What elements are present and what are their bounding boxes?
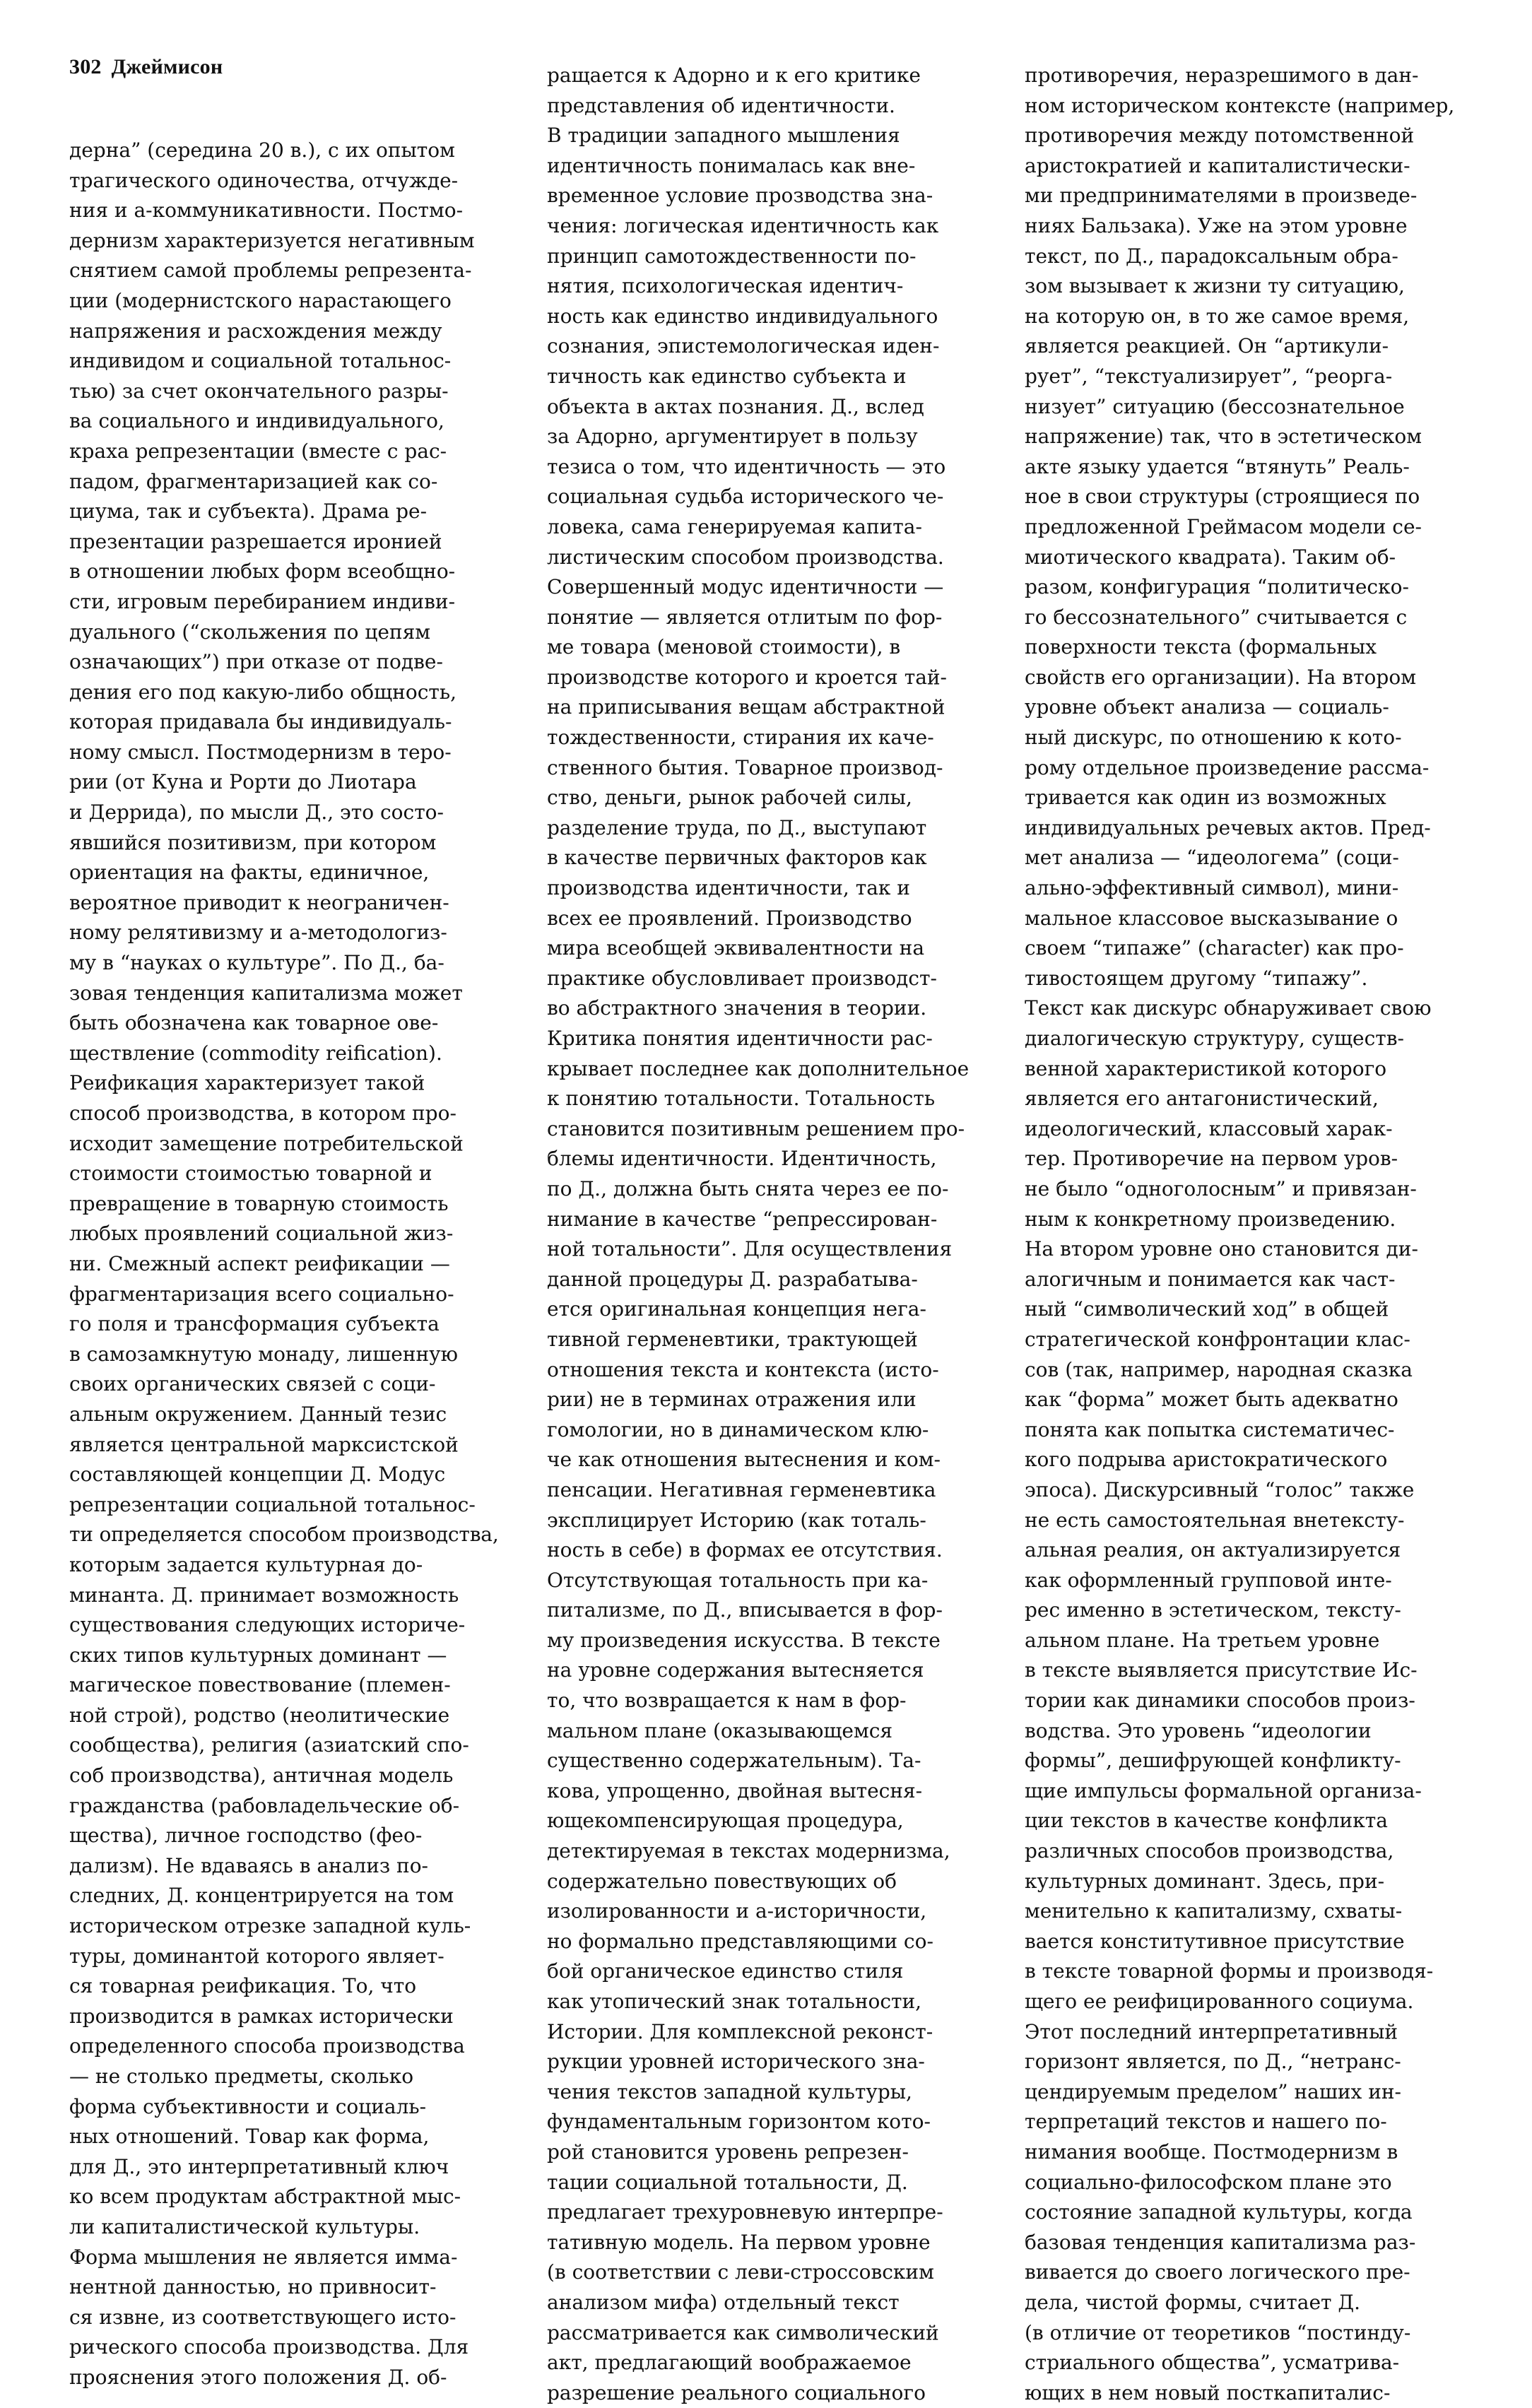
text-line: любых проявлений социальной жиз- bbox=[69, 1222, 454, 1246]
text-line: напряжение) так, что в эстетическом bbox=[1025, 425, 1422, 449]
text-line: быть обозначена как товарное ове- bbox=[69, 1011, 439, 1035]
text-line: фрагментаризация всего социально- bbox=[69, 1282, 454, 1306]
text-line: детектируемая в текстах модернизма, bbox=[547, 1839, 950, 1863]
text-line: Отсутствующая тотальность при ка- bbox=[547, 1568, 929, 1592]
text-line: временное условие прозводства зна- bbox=[547, 184, 933, 208]
text-line: ственного бытия. Товарное производ- bbox=[547, 755, 943, 779]
text-line: рассматривается как символический bbox=[547, 2320, 939, 2344]
text-line: чения текстов западной культуры, bbox=[547, 2079, 912, 2103]
text-line: ной строй), родство (неолитические bbox=[69, 1703, 450, 1727]
text-line: мира всеобщей эквивалентности на bbox=[547, 936, 925, 960]
text-line: индивидом и социальной тотальнос- bbox=[69, 349, 452, 373]
text-line: анализом мифа) отдельный текст bbox=[547, 2290, 900, 2314]
text-line: альная реалия, он актуализируется bbox=[1025, 1538, 1401, 1562]
text-line: венной характеристикой которого bbox=[1025, 1056, 1387, 1080]
text-line: дения его под какую-либо общность, bbox=[69, 680, 457, 704]
text-line: рии (от Куна и Рорти до Лиотара bbox=[69, 770, 417, 794]
text-line: ющекомпенсирующая процедура, bbox=[547, 1809, 904, 1833]
text-line: тью) за счет окончательного разры- bbox=[69, 379, 449, 403]
text-line: формы”, дешифрующей конфликту- bbox=[1025, 1749, 1401, 1773]
text-line: тождественности, стирания их каче- bbox=[547, 726, 934, 750]
text-line: является его антагонистический, bbox=[1025, 1087, 1379, 1111]
text-line: производится в рамках исторически bbox=[69, 2004, 454, 2028]
text-line: не было “одноголосным” и привязан- bbox=[1025, 1176, 1417, 1200]
text-line: которым задается культурная до- bbox=[69, 1552, 423, 1576]
text-line: ко всем продуктам абстрактной мыс- bbox=[69, 2185, 461, 2209]
text-line: ти определяется способом производства, bbox=[69, 1523, 499, 1547]
text-line: ное в свои структуры (строящиеся по bbox=[1025, 485, 1420, 509]
text-line: ной тотальности”. Для осуществления bbox=[547, 1237, 953, 1261]
text-line: Реификация характеризует такой bbox=[69, 1071, 425, 1095]
text-line: разрешение реального социального bbox=[547, 2380, 926, 2404]
text-line: принцип самотождественности по- bbox=[547, 244, 917, 268]
text-line: цендируемым пределом” наших ин- bbox=[1025, 2079, 1401, 2103]
text-line: стоимости стоимостью товарной и bbox=[69, 1162, 432, 1186]
text-line: рии) не в терминах отражения или bbox=[547, 1388, 917, 1412]
text-line: Форма мышления не является имма- bbox=[69, 2245, 458, 2269]
text-line: сознания, эпистемологическая иден- bbox=[547, 334, 940, 358]
text-line: базовая тенденция капитализма раз- bbox=[1025, 2230, 1416, 2254]
text-line: (в соответствии с леви-строссовским bbox=[547, 2260, 934, 2284]
text-line: ся товарная реификация. То, что bbox=[69, 1974, 417, 1998]
text-line: ни. Смежный аспект реификации — bbox=[69, 1251, 450, 1275]
text-line: Текст как дискурс обнаруживает свою bbox=[1025, 996, 1432, 1020]
text-line: которая придавала бы индивидуаль- bbox=[69, 710, 452, 734]
text-line: рому отдельное произведение рассма- bbox=[1025, 755, 1430, 779]
text-line: и Деррида), по мысли Д., это состо- bbox=[69, 801, 444, 825]
text-line: щие импульсы формальной организа- bbox=[1025, 1778, 1422, 1802]
text-line: ность в себе) в формах ее отсутствия. bbox=[547, 1538, 943, 1562]
text-line: (в отличие от теоретиков “постинду- bbox=[1025, 2320, 1411, 2344]
text-line: по Д., должна быть снята через ее по- bbox=[547, 1176, 949, 1200]
text-line: всех ее проявлений. Производство bbox=[547, 906, 912, 930]
text-line: поверхности текста (формальных bbox=[1025, 635, 1377, 659]
text-line: снятием самой проблемы репрезента- bbox=[69, 259, 472, 283]
text-line: че как отношения вытеснения и ком- bbox=[547, 1448, 941, 1472]
text-line: ществление (commodity reification). bbox=[69, 1041, 442, 1065]
text-line: противоречия между потомственной bbox=[1025, 124, 1415, 148]
text-line: ли капиталистической культуры. bbox=[69, 2214, 420, 2238]
text-line: алогичным и понимается как част- bbox=[1025, 1267, 1396, 1291]
text-line: различных способов производства, bbox=[1025, 1839, 1394, 1863]
text-line: ном историческом контексте (например, bbox=[1025, 93, 1454, 117]
text-line: понятие — является отлитым по фор- bbox=[547, 605, 943, 629]
text-line: магическое повествование (племен- bbox=[69, 1673, 451, 1697]
text-line: ся извне, из соответствующего исто- bbox=[69, 2305, 456, 2329]
text-line: падом, фрагментаризацией как со- bbox=[69, 469, 438, 493]
text-line: ным к конкретному произведению. bbox=[1025, 1207, 1396, 1231]
text-line: рукции уровней исторического зна- bbox=[547, 2050, 925, 2074]
text-line: дернизм характеризуется негативным bbox=[69, 228, 475, 252]
text-line: тезиса о том, что идентичность — это bbox=[547, 454, 946, 478]
text-line: за Адорно, аргументирует в пользу bbox=[547, 425, 918, 449]
text-line: ный “символический ход” в общей bbox=[1025, 1297, 1389, 1321]
text-line: Этот последний интерпретативный bbox=[1025, 2019, 1398, 2043]
text-line: идеологический, классовый харак- bbox=[1025, 1116, 1393, 1140]
text-line: следних, Д. концентрируется на том bbox=[69, 1884, 454, 1908]
text-column-right bbox=[1025, 61, 1454, 2408]
text-line: составляющей концепции Д. Модус bbox=[69, 1463, 446, 1487]
text-line: означающих”) при отказе от подве- bbox=[69, 650, 443, 674]
text-line: в тексте выявляется присутствие Ис- bbox=[1025, 1658, 1418, 1682]
text-line: туры, доминантой которого являет- bbox=[69, 1944, 444, 1968]
text-line: кова, упрощенно, двойная вытесня- bbox=[547, 1778, 923, 1802]
text-line: превращение в товарную стоимость bbox=[69, 1191, 449, 1215]
text-line: представления об идентичности. bbox=[547, 93, 895, 117]
text-line: индивидуальных речевых актов. Пред- bbox=[1025, 815, 1431, 839]
text-line: социально-философском плане это bbox=[1025, 2170, 1392, 2194]
text-line: дализм). Не вдаваясь в анализ по- bbox=[69, 1853, 429, 1877]
text-line: существования следующих историче- bbox=[69, 1613, 466, 1637]
text-line: краха репрезентации (вместе с рас- bbox=[69, 439, 447, 463]
text-line: тативную модель. На первом уровне bbox=[547, 2230, 931, 2254]
text-column-left bbox=[69, 136, 499, 2393]
text-line: стратегической конфронтации клас- bbox=[1025, 1327, 1410, 1351]
text-line: минанта. Д. принимает возможность bbox=[69, 1583, 459, 1607]
text-line: как оформленный групповой инте- bbox=[1025, 1568, 1392, 1592]
text-line: Критика понятия идентичности рас- bbox=[547, 1027, 933, 1050]
text-line: форма субъективности и социаль- bbox=[69, 2094, 427, 2118]
text-line: ально-эффективный символ), мини- bbox=[1025, 876, 1399, 900]
text-line: бой органическое единство стиля bbox=[547, 1959, 904, 1983]
text-line: ва социального и индивидуального, bbox=[69, 409, 444, 433]
text-line: мет анализа — “идеологема” (соци- bbox=[1025, 846, 1399, 870]
text-line: гражданства (рабовладельческие об- bbox=[69, 1793, 460, 1817]
text-line: ции текстов в качестве конфликта bbox=[1025, 1809, 1388, 1833]
text-line: трагического одиночества, отчужде- bbox=[69, 168, 459, 192]
text-line: ному релятивизму и а-методологиз- bbox=[69, 921, 447, 945]
text-line: нятия, психологическая идентич- bbox=[547, 274, 904, 298]
text-line: — не столько предметы, сколько bbox=[69, 2065, 414, 2088]
text-line: гомологии, но в динамическом клю- bbox=[547, 1417, 929, 1441]
text-line: тривается как один из возможных bbox=[1025, 786, 1386, 810]
text-line: сти, игровым перебиранием индиви- bbox=[69, 589, 456, 613]
text-line: в самозамкнутую монаду, лишенную bbox=[69, 1342, 459, 1366]
text-line: в качестве первичных факторов как bbox=[547, 846, 927, 870]
text-line: нентной данностью, но привносит- bbox=[69, 2275, 437, 2299]
text-line: в тексте товарной формы и производя- bbox=[1025, 1959, 1434, 1983]
text-line: ращается к Адорно и к его критике bbox=[547, 64, 921, 87]
text-line: презентации разрешается иронией bbox=[69, 529, 442, 553]
text-line: предложенной Греймасом модели се- bbox=[1025, 514, 1422, 538]
text-line: дела, чистой формы, считает Д. bbox=[1025, 2290, 1361, 2314]
text-line: разом, конфигурация “политическо- bbox=[1025, 575, 1409, 599]
text-line: своих органических связей с соци- bbox=[69, 1372, 436, 1396]
text-line: данной процедуры Д. разрабатыва- bbox=[547, 1267, 918, 1291]
text-line: циума, так и субъекта). Драма ре- bbox=[69, 500, 428, 524]
text-line: эпоса). Дискурсивный “голос” также bbox=[1025, 1477, 1415, 1501]
text-line: тивостоящем другому “типажу”. bbox=[1025, 966, 1368, 990]
text-line: производстве которого и кроется тай- bbox=[547, 665, 948, 689]
text-line: вивается до своего логического пре- bbox=[1025, 2260, 1410, 2284]
text-line: является центральной марксистской bbox=[69, 1432, 459, 1456]
text-line: идентичность понималась как вне- bbox=[547, 153, 916, 177]
text-line: фундаментальным горизонтом кото- bbox=[547, 2110, 931, 2134]
text-line: ный дискурс, по отношению к кото- bbox=[1025, 726, 1402, 750]
text-line: мальном плане (оказывающемся bbox=[547, 1718, 893, 1742]
text-line: объекта в актах познания. Д., вслед bbox=[547, 394, 924, 418]
text-line: становится позитивным решением про- bbox=[547, 1116, 965, 1140]
text-line: рического способа производства. Для bbox=[69, 2335, 469, 2359]
text-line: рует”, “текстуализирует”, “реорга- bbox=[1025, 364, 1393, 388]
text-line: текст, по Д., парадоксальным обра- bbox=[1025, 244, 1398, 268]
text-line: нимание в качестве “репрессирован- bbox=[547, 1207, 938, 1231]
text-line: как утопический знак тотальности, bbox=[547, 1990, 922, 2013]
text-line: щего ее реифицированного социума. bbox=[1025, 1990, 1414, 2013]
text-line: то, что возвращается к нам в фор- bbox=[547, 1689, 907, 1713]
text-line: тер. Противоречие на первом уров- bbox=[1025, 1147, 1398, 1171]
text-line: ния и а-коммуникативности. Постмо- bbox=[69, 199, 464, 223]
text-line: культурных доминант. Здесь, при- bbox=[1025, 1869, 1385, 1893]
text-line: разделение труда, по Д., выступают bbox=[547, 815, 927, 839]
text-line: отношения текста и контекста (исто- bbox=[547, 1357, 939, 1381]
running-header bbox=[69, 55, 232, 79]
text-line: содержательно повествующих об bbox=[547, 1869, 897, 1893]
text-column-middle bbox=[547, 61, 977, 2408]
text-line: зом вызывает к жизни ту ситуацию, bbox=[1025, 274, 1405, 298]
page-number: 302 bbox=[69, 55, 102, 78]
text-line: практике обусловливает производст- bbox=[547, 966, 937, 990]
text-line: щества), личное господство (фео- bbox=[69, 1824, 423, 1848]
text-line: ловека, сама генерируемая капита- bbox=[547, 514, 922, 538]
text-line: существенно содержательным). Та- bbox=[547, 1749, 921, 1773]
text-line: дуального (“скольжения по цепям bbox=[69, 620, 431, 644]
text-line: является реакцией. Он “артикули- bbox=[1025, 334, 1389, 358]
text-line: для Д., это интерпретативный ключ bbox=[69, 2154, 449, 2178]
text-line: тичность как единство субъекта и bbox=[547, 364, 907, 388]
text-line: социальная судьба исторического че- bbox=[547, 485, 944, 509]
text-line: на приписывания вещам абстрактной bbox=[547, 695, 945, 719]
running-title: Джеймисон bbox=[111, 55, 223, 78]
text-line: как “форма” может быть адекватно bbox=[1025, 1388, 1398, 1412]
text-line: напряжения и расхождения между bbox=[69, 319, 442, 343]
text-line: историческом отрезке западной куль- bbox=[69, 1914, 471, 1938]
text-line: в отношении любых форм всеобщно- bbox=[69, 560, 456, 584]
text-line: явшийся позитивизм, при котором bbox=[69, 830, 437, 854]
text-line: тивной герменевтики, трактующей bbox=[547, 1327, 918, 1351]
text-line: акт, предлагающий воображаемое bbox=[547, 2351, 912, 2375]
text-line: понята как попытка систематичес- bbox=[1025, 1417, 1395, 1441]
text-line: уровне объект анализа — социаль- bbox=[1025, 695, 1389, 719]
text-line: В традиции западного мышления bbox=[547, 124, 900, 148]
text-line: ориентация на факты, единичное, bbox=[69, 861, 430, 885]
text-line: ных отношений. Товар как форма, bbox=[69, 2125, 430, 2149]
text-line: ции (модернистского нарастающего bbox=[69, 288, 452, 312]
text-line: изолированности и а-историчности, bbox=[547, 1899, 927, 1923]
text-line: му в “науках о культуре”. По Д., ба- bbox=[69, 951, 444, 975]
text-line: стриального общества”, усматрива- bbox=[1025, 2351, 1400, 2375]
text-line: ному смысл. Постмодернизм в теро- bbox=[69, 740, 452, 764]
text-line: своем “типаже” (character) как про- bbox=[1025, 936, 1404, 960]
text-line: тории как динамики способов произ- bbox=[1025, 1689, 1415, 1713]
text-line: ских типов культурных доминант — bbox=[69, 1643, 447, 1667]
text-line: блемы идентичности. Идентичность, bbox=[547, 1147, 937, 1171]
text-line: кого подрыва аристократического bbox=[1025, 1448, 1388, 1472]
text-line: терпретаций текстов и нашего по- bbox=[1025, 2110, 1387, 2134]
text-line: эксплицирует Историю (как тоталь- bbox=[547, 1508, 926, 1532]
text-line: противоречия, неразрешимого в дан- bbox=[1025, 64, 1419, 87]
text-line: дерна” (середина 20 в.), с их опытом bbox=[69, 138, 455, 162]
text-line: на которую он, в то же самое время, bbox=[1025, 304, 1410, 328]
text-line: чения: логическая идентичность как bbox=[547, 213, 939, 237]
text-line: питализме, по Д., вписывается в фор- bbox=[547, 1598, 943, 1622]
text-line: Истории. Для комплексной реконст- bbox=[547, 2019, 933, 2043]
text-line: сообщества), религия (азиатский спо- bbox=[69, 1733, 469, 1757]
text-line: ство, деньги, рынок рабочей силы, bbox=[547, 786, 912, 810]
text-line: производства идентичности, так и bbox=[547, 876, 910, 900]
text-line: пенсации. Негативная герменевтика bbox=[547, 1477, 936, 1501]
text-line: низует” ситуацию (бессознательное bbox=[1025, 394, 1405, 418]
text-line: рес именно в эстетическом, тексту- bbox=[1025, 1598, 1401, 1622]
text-line: акте языку удается “втянуть” Реаль- bbox=[1025, 454, 1410, 478]
text-line: крывает последнее как дополнительное bbox=[547, 1056, 970, 1080]
text-line: зовая тенденция капитализма может bbox=[69, 981, 463, 1005]
text-line: му произведения искусства. В тексте bbox=[547, 1628, 941, 1652]
text-line: диалогическую структуру, существ- bbox=[1025, 1027, 1404, 1050]
text-line: определенного способа производства bbox=[69, 2034, 465, 2058]
text-line: не есть самостоятельная внетексту- bbox=[1025, 1508, 1405, 1532]
text-line: нимания вообще. Постмодернизм в bbox=[1025, 2140, 1398, 2164]
text-line: исходит замещение потребительской bbox=[69, 1131, 464, 1155]
text-line: водства. Это уровень “идеологии bbox=[1025, 1718, 1372, 1742]
text-line: го бессознательного” считывается с bbox=[1025, 605, 1408, 629]
text-line: тации социальной тотальности, Д. bbox=[547, 2170, 908, 2194]
text-line: го поля и трансформация субъекта bbox=[69, 1312, 440, 1336]
text-line: прояснения этого положения Д. об- bbox=[69, 2365, 447, 2389]
text-line: способ производства, в котором про- bbox=[69, 1102, 456, 1125]
text-line: но формально представляющими со- bbox=[547, 1929, 933, 1953]
text-line: на уровне содержания вытесняется bbox=[547, 1658, 924, 1682]
text-line: На втором уровне оно становится ди- bbox=[1025, 1237, 1418, 1261]
text-line: ниях Бальзака). Уже на этом уровне bbox=[1025, 213, 1408, 237]
text-line: ется оригинальная концепция нега- bbox=[547, 1297, 926, 1321]
text-line: вается конститутивное присутствие bbox=[1025, 1929, 1405, 1953]
text-line: сов (так, например, народная сказка bbox=[1025, 1357, 1413, 1381]
text-line: ми предпринимателями в произведе- bbox=[1025, 184, 1418, 208]
text-line: ность как единство индивидуального bbox=[547, 304, 938, 328]
text-line: состояние западной культуры, когда bbox=[1025, 2200, 1413, 2224]
text-line: альном плане. На третьем уровне bbox=[1025, 1628, 1380, 1652]
text-line: свойств его организации). На втором bbox=[1025, 665, 1416, 689]
text-line: вероятное приводит к неограничен- bbox=[69, 890, 449, 914]
text-line: рой становится уровень репрезен- bbox=[547, 2140, 909, 2164]
text-line: репрезентации социальной тотальнос- bbox=[69, 1492, 476, 1516]
text-line: горизонт является, по Д., “нетранс- bbox=[1025, 2050, 1401, 2074]
text-line: ме товара (меновой стоимости), в bbox=[547, 635, 901, 659]
text-line: мальное классовое высказывание о bbox=[1025, 906, 1398, 930]
text-line: предлагает трехуровневую интерпре- bbox=[547, 2200, 943, 2224]
text-line: альным окружением. Данный тезис bbox=[69, 1402, 447, 1426]
text-line: к понятию тотальности. Тотальность bbox=[547, 1087, 936, 1111]
text-line: ющих в нем новый посткапиталис- bbox=[1025, 2380, 1391, 2404]
text-line: миотического квадрата). Таким об- bbox=[1025, 545, 1396, 569]
text-line: менительно к капитализму, схваты- bbox=[1025, 1899, 1403, 1923]
text-line: листическим способом производства. bbox=[547, 545, 944, 569]
text-line: Совершенный модус идентичности — bbox=[547, 575, 944, 599]
text-line: во абстрактного значения в теории. bbox=[547, 996, 927, 1020]
text-line: соб производства), античная модель bbox=[69, 1764, 454, 1788]
text-line: аристократией и капиталистически- bbox=[1025, 153, 1410, 177]
